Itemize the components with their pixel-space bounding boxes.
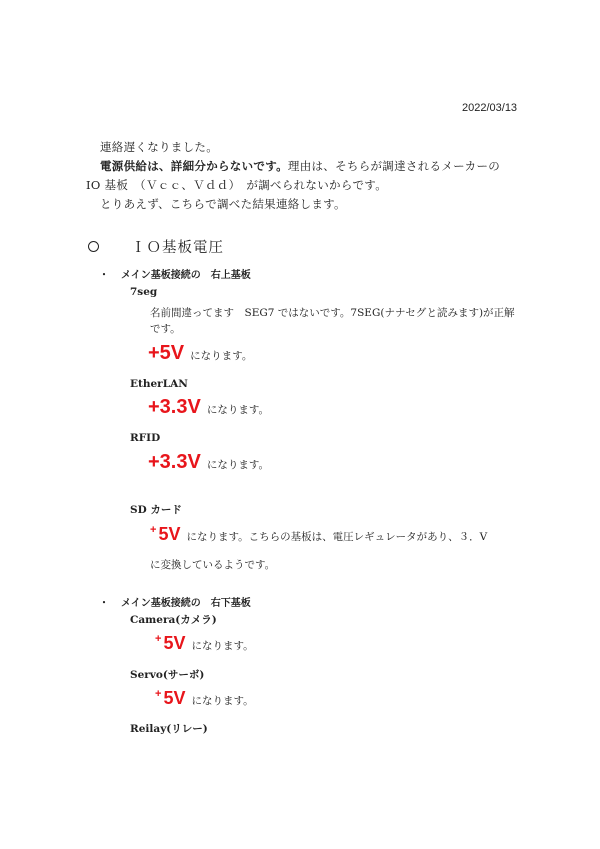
item-ether-voltage-row: [148, 396, 269, 419]
item-7seg-voltage-row: [148, 342, 252, 365]
item-rfid-voltage: +3.3V: [148, 451, 201, 473]
item-camera-voltage: [155, 633, 185, 653]
item-sd-voltage: [150, 524, 180, 544]
item-servo-suffix: になります。: [191, 695, 254, 707]
item-7seg-note-1: 名前間違ってます SEG7 ではないです。7SEG(ナナセグと読みます)が正解: [150, 307, 515, 319]
bullet-icon: ・: [99, 270, 109, 281]
item-rfid-label: RFID: [130, 432, 161, 444]
section2-title: [99, 594, 251, 609]
section-heading: [88, 236, 224, 257]
item-rfid-voltage-row: [148, 451, 269, 474]
intro-line-2: [100, 158, 500, 174]
item-camera-voltage-row: [155, 633, 254, 654]
intro-line-2-bold: 電源供給は、詳細分からないです。: [100, 159, 288, 173]
item-servo-voltage: [155, 688, 185, 708]
item-7seg-voltage: +5V: [148, 342, 185, 364]
item-sd-voltage-value: 5V: [158, 524, 181, 544]
item-ether-suffix: になります。: [206, 404, 269, 416]
intro-line-3: IO 基板 （Ｖｃｃ、Ｖｄｄ） が調べられないからです。: [86, 178, 387, 192]
item-ether-label: EtherLAN: [130, 378, 188, 390]
intro-line-4: とりあえず、こちらで調べた結果連絡します。: [100, 197, 346, 211]
item-7seg-note-2: です。: [150, 323, 181, 335]
heading-text: ＩＯ基板電圧: [131, 240, 224, 256]
item-sd-voltage-row: [150, 524, 487, 545]
plus-sign: +: [150, 524, 157, 536]
item-camera-voltage-value: 5V: [163, 633, 186, 653]
item-servo-voltage-value: 5V: [163, 688, 186, 708]
plus-sign: +: [155, 633, 162, 645]
item-camera-suffix: になります。: [191, 640, 254, 652]
item-rfid-suffix: になります。: [206, 459, 269, 471]
document-date: 2022/03/13: [462, 102, 518, 114]
item-7seg-suffix: になります。: [190, 350, 253, 362]
section2-title-text: メイン基板接続の 右下基板: [121, 598, 251, 609]
section1-title-text: メイン基板接続の 右上基板: [121, 270, 251, 281]
item-servo-label: Servo(サーボ): [130, 669, 205, 681]
item-servo-voltage-row: [155, 688, 254, 709]
item-relay-label: Reilay(リレー): [130, 723, 208, 735]
item-sd-suffix: になります。こちらの基板は、電圧レギュレータがあり、３．V: [186, 531, 488, 543]
section1-title: [99, 266, 251, 281]
intro-line-2-rest: 理由は、そちらが調達されるメーカーの: [287, 159, 501, 173]
intro-line-1: 連絡遅くなりました。: [100, 140, 218, 154]
bullet-icon: ・: [99, 598, 109, 609]
item-sd-line-2: に変換しているようです。: [150, 559, 276, 571]
item-camera-label: Camera(カメラ): [130, 614, 217, 626]
circle-icon: [88, 241, 99, 252]
plus-sign: +: [155, 688, 162, 700]
item-7seg-label: 7seg: [130, 286, 158, 298]
item-sd-label: SD カード: [130, 504, 182, 516]
item-ether-voltage: +3.3V: [148, 396, 201, 418]
